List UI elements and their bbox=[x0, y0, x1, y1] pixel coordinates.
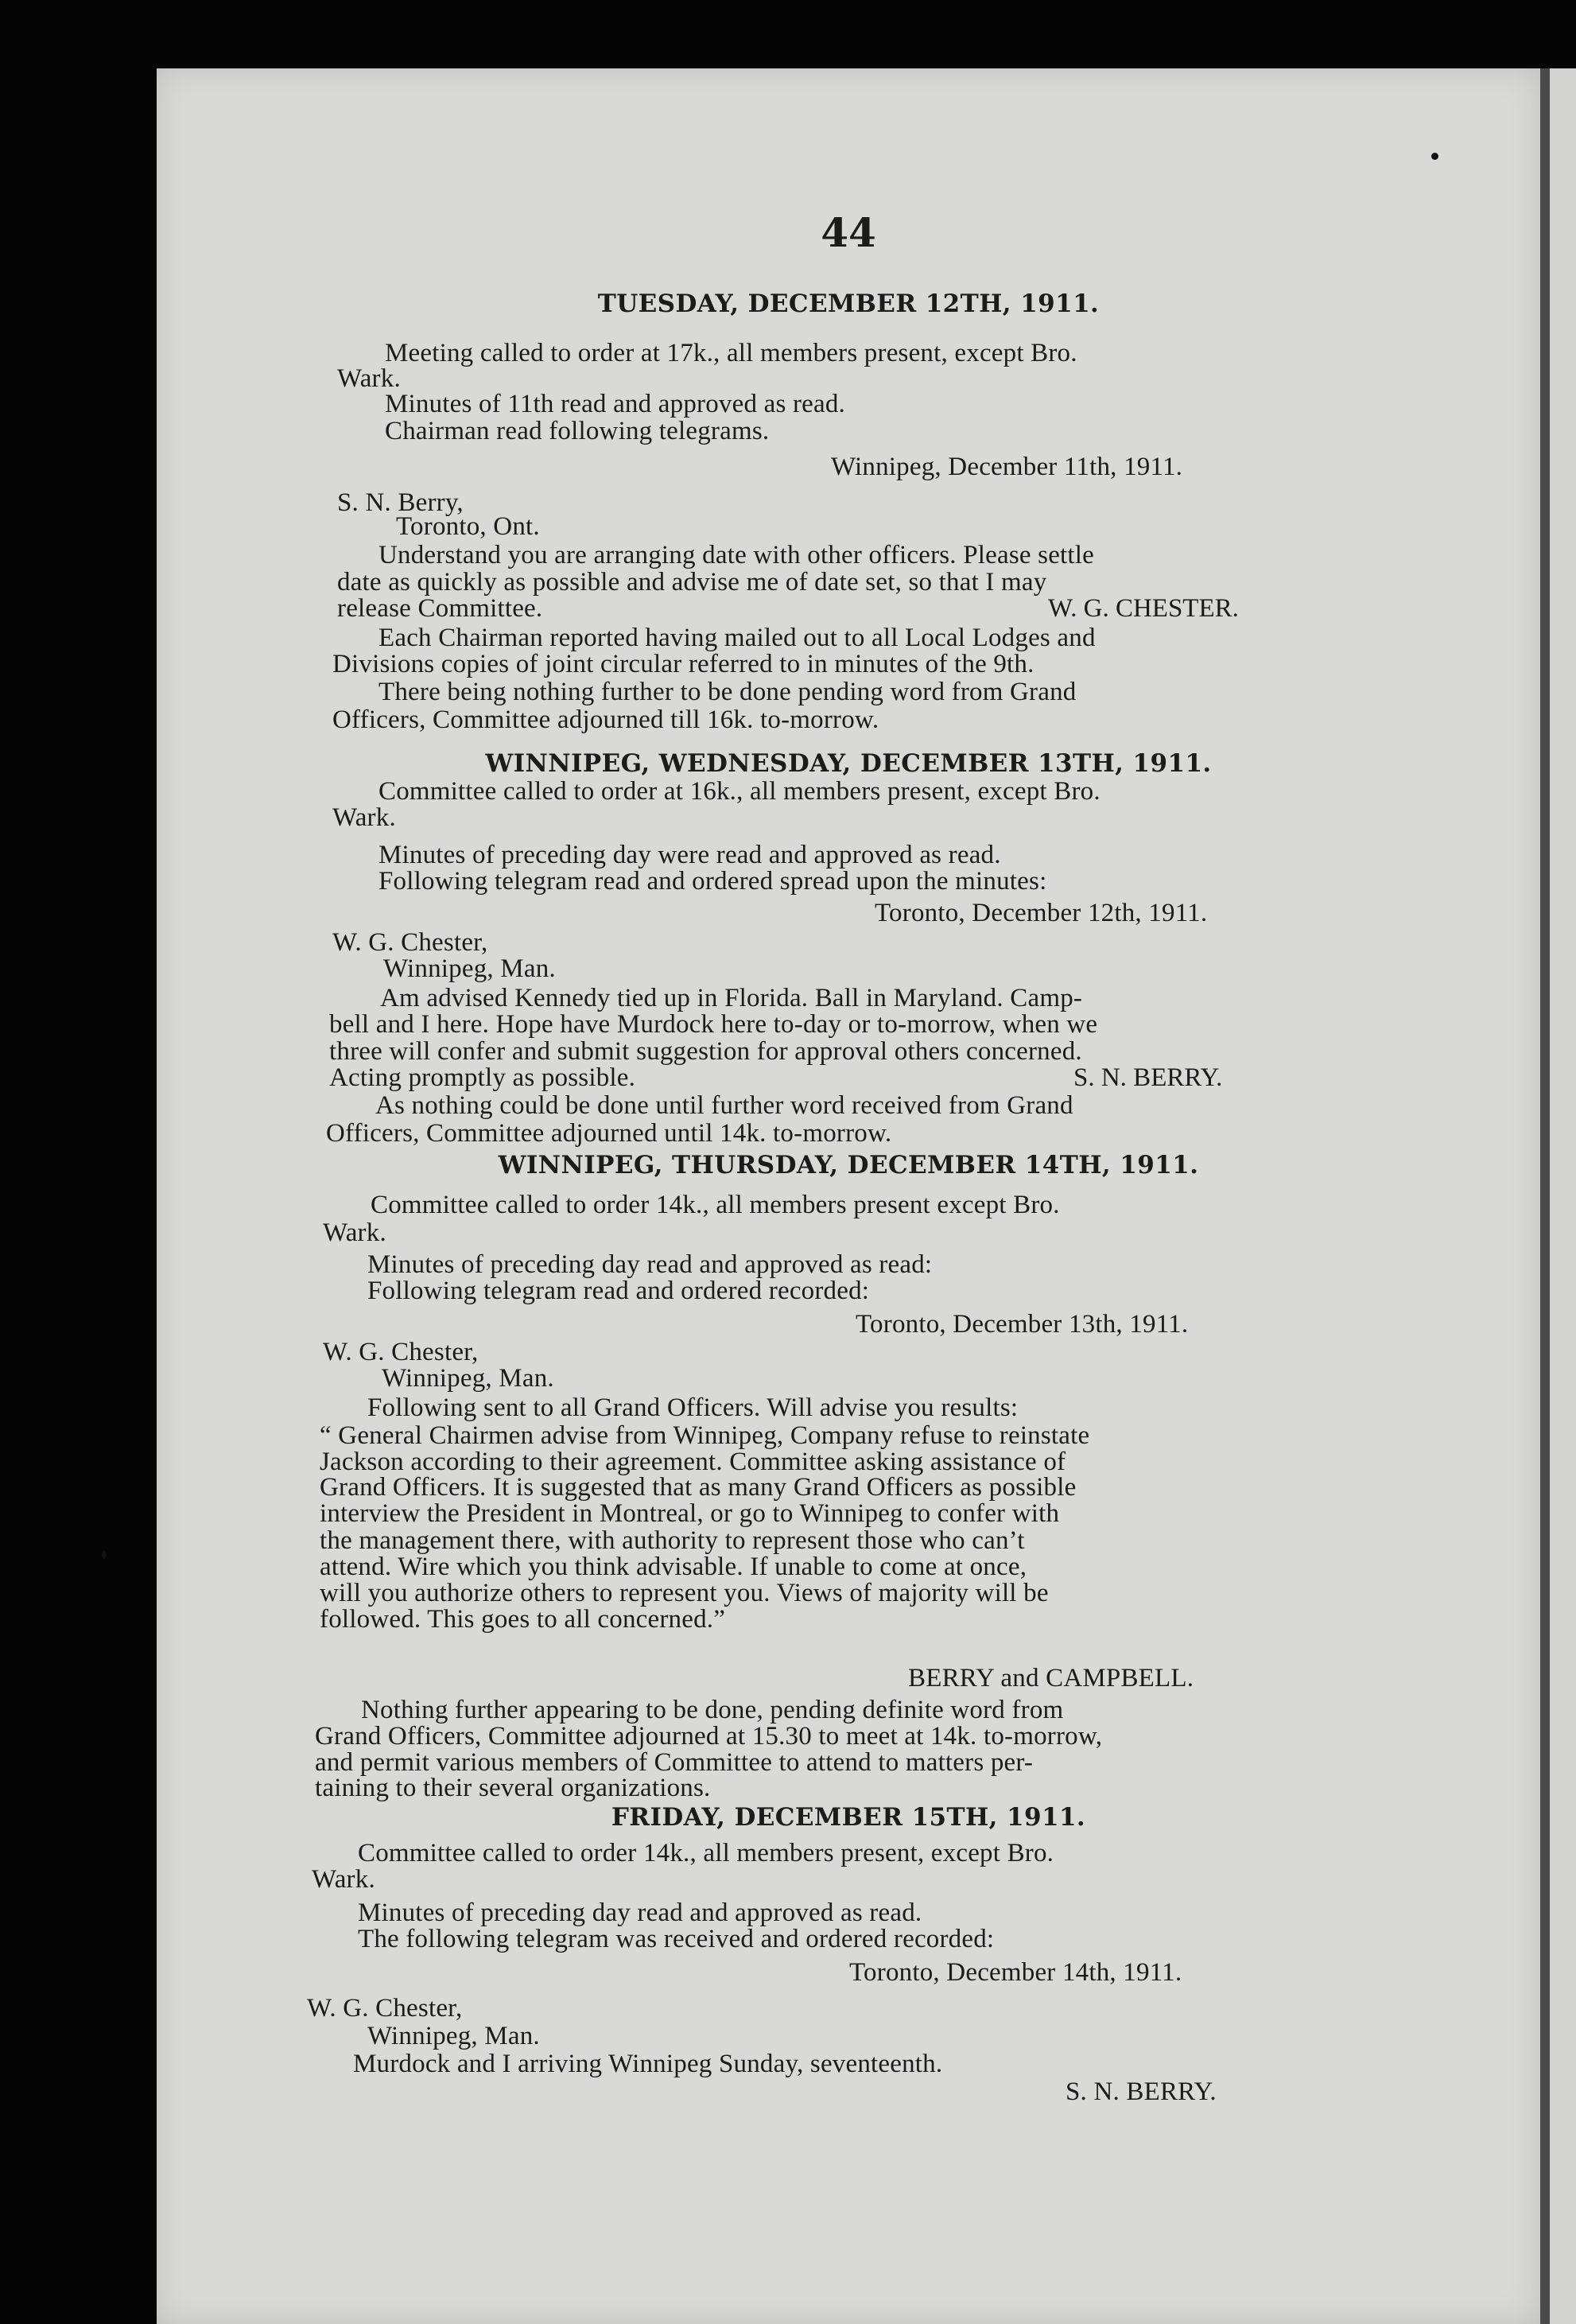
text-line: bell and I here. Hope have Murdock here to-day or to-morrow, when we bbox=[329, 1010, 1098, 1039]
text-line: Minutes of 11th read and approved as read. bbox=[385, 390, 845, 418]
signature: W. G. CHESTER. bbox=[1048, 594, 1239, 623]
signature: S. N. BERRY. bbox=[1073, 1063, 1223, 1092]
text-line: Toronto, December 14th, 1911. bbox=[849, 1958, 1182, 1987]
section-heading: WINNIPEG, THURSDAY, DECEMBER 14TH, 1911. bbox=[498, 1151, 1199, 1179]
text-line: Divisions copies of joint circular referred to in minutes of the 9th. bbox=[332, 650, 1034, 678]
text-line: taining to their several organizations. bbox=[315, 1774, 711, 1802]
text-line: There being nothing further to be done pending word from Grand bbox=[378, 678, 1077, 706]
text-line: Winnipeg, Man. bbox=[382, 1364, 554, 1393]
page-number: 44 bbox=[821, 209, 876, 256]
text-line: Minutes of preceding day were read and approved as read. bbox=[378, 841, 1001, 869]
text-line: Winnipeg, December 11th, 1911. bbox=[831, 453, 1183, 481]
text-line: Wark. bbox=[337, 364, 401, 393]
text-line: Committee called to order at 16k., all members present, except Bro. bbox=[378, 777, 1100, 806]
text-line: Committee called to order 14k., all members present except Bro. bbox=[371, 1191, 1060, 1219]
text-line: Wark. bbox=[323, 1218, 386, 1247]
text-line: Minutes of preceding day read and approved as read. bbox=[358, 1898, 922, 1927]
text-line: Nothing further appearing to be done, pending definite word from bbox=[361, 1696, 1064, 1724]
text-line: followed. This goes to all concerned.” bbox=[320, 1605, 726, 1634]
text-line: Following telegram read and ordered recorded: bbox=[367, 1277, 870, 1305]
text-line: Meeting called to order at 17k., all members present, except Bro. bbox=[385, 339, 1077, 367]
text-line: Toronto, December 12th, 1911. bbox=[875, 899, 1208, 927]
text-line: BERRY and CAMPBELL. bbox=[908, 1664, 1194, 1692]
text-line: Officers, Committee adjourned till 16k. to-morrow. bbox=[332, 705, 879, 734]
text-line: Winnipeg, Man. bbox=[383, 954, 556, 983]
text-line: W. G. Chester, bbox=[307, 1994, 463, 2023]
text-line: The following telegram was received and ordered recorded: bbox=[358, 1925, 995, 1953]
text-line: Acting promptly as possible. bbox=[329, 1063, 636, 1092]
text-line: Grand Officers. It is suggested that as many Grand Officers as possible bbox=[320, 1473, 1077, 1502]
text-line: Am advised Kennedy tied up in Florida. Ball in Maryland. Camp- bbox=[380, 984, 1083, 1012]
text-line: Officers, Committee adjourned until 14k. to-morrow. bbox=[326, 1119, 892, 1148]
text-line: Grand Officers, Committee adjourned at 15.30 to meet at 14k. to-morrow, bbox=[315, 1722, 1103, 1751]
text-line: Wark. bbox=[332, 803, 396, 832]
text-line: Understand you are arranging date with other officers. Please settle bbox=[378, 541, 1095, 569]
text-line: Each Chairman reported having mailed out to all Local Lodges and bbox=[378, 624, 1096, 652]
text-line: Jackson according to their agreement. Committee asking assistance of bbox=[320, 1448, 1066, 1476]
text-line: Committee called to order 14k., all members present, except Bro. bbox=[358, 1839, 1054, 1867]
text-line: Winnipeg, Man. bbox=[367, 2022, 540, 2050]
text-line: Toronto, Ont. bbox=[396, 512, 540, 541]
text-line: Following sent to all Grand Officers. Will advise you results: bbox=[367, 1393, 1019, 1422]
text-line: Minutes of preceding day read and approved as read: bbox=[367, 1250, 933, 1279]
text-line: the management there, with authority to represent those who can’t bbox=[320, 1526, 1025, 1555]
section-heading: WINNIPEG, WEDNESDAY, DECEMBER 13TH, 1911. bbox=[485, 749, 1212, 778]
text-line: Murdock and I arriving Winnipeg Sunday, seventeenth. bbox=[353, 2050, 943, 2078]
text-line: “ General Chairmen advise from Winnipeg, Company refuse to reinstate bbox=[320, 1421, 1090, 1450]
text-line: Following telegram read and ordered spread upon the minutes: bbox=[378, 867, 1047, 896]
text-line: three will confer and submit suggestion for approval others concerned. bbox=[329, 1037, 1082, 1066]
text-line: As nothing could be done until further word received from Grand bbox=[375, 1091, 1073, 1120]
text-line: and permit various members of Committee to attend to matters per- bbox=[315, 1748, 1034, 1777]
section-heading: FRIDAY, DECEMBER 15TH, 1911. bbox=[611, 1803, 1086, 1832]
section-heading: TUESDAY, DECEMBER 12TH, 1911. bbox=[597, 290, 1100, 318]
text-line: interview the President in Montreal, or go to Winnipeg to confer with bbox=[320, 1499, 1060, 1528]
text-line: Chairman read following telegrams. bbox=[385, 417, 770, 445]
text-line: S. N. Berry, bbox=[337, 488, 464, 517]
text-line: W. G. Chester, bbox=[332, 928, 488, 957]
text-line: release Committee. bbox=[337, 594, 543, 623]
text-line: W. G. Chester, bbox=[323, 1338, 479, 1366]
text-line: S. N. BERRY. bbox=[1066, 2077, 1217, 2106]
text-line: Wark. bbox=[312, 1865, 375, 1894]
text-line: date as quickly as possible and advise me of date set, so that I may bbox=[337, 568, 1047, 597]
text-line: will you authorize others to represent you. Views of majority will be bbox=[320, 1579, 1049, 1607]
text-line: attend. Wire which you think advisable. If unable to come at once, bbox=[320, 1553, 1027, 1581]
text-line: Toronto, December 13th, 1911. bbox=[856, 1310, 1189, 1339]
